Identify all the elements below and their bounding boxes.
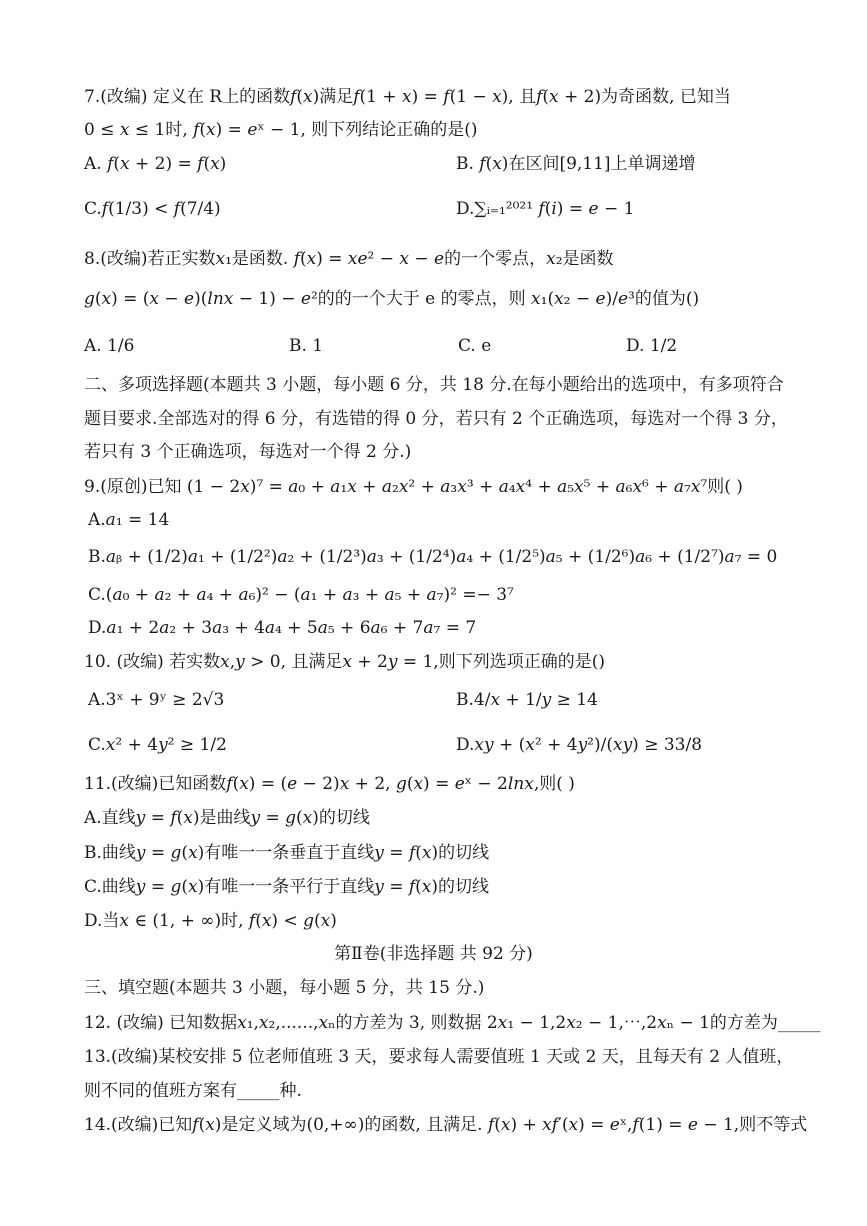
q9-option-c: C.(𝑎₀ + 𝑎₂ + 𝑎₄ + 𝑎₆)² − (𝑎₁ + 𝑎₃ + 𝑎₅ + 𝑎₇)² =− 3⁷ — [88, 585, 514, 605]
q13-stem-line1: 13.(改编)某校安排 5 位老师值班 3 天，要求每人需要值班 1 天或 2 天，且每天有 2 人值班， — [84, 1047, 794, 1067]
q8-stem-line1: 8.(改编)若正实数𝑥₁是函数. 𝑓(𝑥) = 𝑥𝑒² − 𝑥 − 𝑒的一个零点，𝑥₂是函数 — [84, 249, 614, 269]
q7-option-c: C.𝑓(1/3) < 𝑓(7/4) — [84, 199, 221, 219]
part2-title: 第Ⅱ卷(非选择题 共 92 分) — [334, 944, 533, 964]
section2-heading-line1: 二、多项选择题(本题共 3 小题，每小题 6 分，共 18 分.在每小题给出的选项中，有多项符合 — [84, 375, 784, 395]
section2-heading-line2: 题目要求.全部选对的得 6 分，有选错的得 0 分，若只有 2 个正确选项，每选对一个得 3 分， — [84, 409, 788, 429]
q11-option-c: C.曲线𝑦 = 𝑔(𝑥)有唯一一条平行于直线𝑦 = 𝑓(𝑥)的切线 — [84, 877, 489, 897]
q7-option-d: D.∑ᵢ₌₁²⁰²¹ 𝑓(𝑖) = 𝑒 − 1 — [456, 199, 635, 219]
q11-option-a: A.直线𝑦 = 𝑓(𝑥)是曲线𝑦 = 𝑔(𝑥)的切线 — [84, 808, 370, 828]
q10-option-a: A.3ˣ + 9ʸ ≥ 2√3 — [88, 690, 225, 710]
q8-option-d: D. 1/2 — [626, 336, 678, 356]
q7-stem-line1: 7.(改编) 定义在 R上的函数𝑓(𝑥)满足𝑓(1 + 𝑥) = 𝑓(1 − 𝑥), 且𝑓(𝑥 + 2)为奇函数, 已知当 — [84, 87, 731, 107]
q14-stem: 14.(改编)已知𝑓(𝑥)是定义域为(0,+∞)的函数, 且满足. 𝑓(𝑥) + 𝑥𝑓′(𝑥) = 𝑒ˣ,𝑓(1) = 𝑒 − 1,则不等式 — [84, 1115, 808, 1135]
q7-option-a: A. 𝑓(𝑥 + 2) = 𝑓(𝑥) — [84, 154, 227, 174]
q10-option-d: D.𝑥𝑦 + (𝑥² + 4𝑦²)/(𝑥𝑦) ≥ 33/8 — [456, 735, 703, 755]
section2-heading-line3: 若只有 3 个正确选项，每选对一个得 2 分.) — [84, 442, 412, 462]
q9-option-a: A.𝑎₁ = 14 — [88, 510, 170, 530]
q11-option-d: D.当𝑥 ∈ (1, + ∞)时, 𝑓(𝑥) < 𝑔(𝑥) — [84, 911, 337, 931]
q8-option-a: A. 1/6 — [84, 336, 135, 356]
q11-stem: 11.(改编)已知函数𝑓(𝑥) = (𝑒 − 2)𝑥 + 2, 𝑔(𝑥) = 𝑒ˣ − 2𝑙𝑛𝑥,则( ) — [84, 774, 575, 794]
q8-option-b: B. 1 — [289, 336, 324, 356]
q13-stem-line2: 则不同的值班方案有_____种. — [84, 1081, 302, 1101]
q9-option-b: B.𝑎ᵦ + (1/2)𝑎₁ + (1/2²)𝑎₂ + (1/2³)𝑎₃ + (1/2⁴)𝑎₄ + (1/2⁵)𝑎₅ + (1/2⁶)𝑎₆ + (1/2⁷)𝑎₇ = 0 — [88, 547, 778, 567]
q10-option-c: C.𝑥² + 4𝑦² ≥ 1/2 — [88, 735, 227, 755]
q7-option-b: B. 𝑓(𝑥)在区间[9,11]上单调递增 — [456, 154, 696, 174]
q11-option-b: B.曲线𝑦 = 𝑔(𝑥)有唯一一条垂直于直线𝑦 = 𝑓(𝑥)的切线 — [84, 843, 490, 863]
q10-stem: 10. (改编) 若实数𝑥,𝑦 > 0, 且满足𝑥 + 2𝑦 = 1,则下列选项正确的是() — [84, 652, 605, 672]
q9-stem: 9.(原创)已知 (1 − 2𝑥)⁷ = 𝑎₀ + 𝑎₁𝑥 + 𝑎₂𝑥² + 𝑎₃𝑥³ + 𝑎₄𝑥⁴ + 𝑎₅𝑥⁵ + 𝑎₆𝑥⁶ + 𝑎₇𝑥⁷则( ) — [84, 477, 743, 497]
q12-stem: 12. (改编) 已知数据𝑥₁,𝑥₂,......,𝑥ₙ的方差为 3, 则数据 2𝑥₁ − 1,2𝑥₂ − 1,⋯,2𝑥ₙ − 1的方差为_____ — [84, 1013, 821, 1033]
q8-stem-line2: 𝑔(𝑥) = (𝑥 − 𝑒)(𝑙𝑛𝑥 − 1) − 𝑒²的的一个大于 e 的零点，则 𝑥₁(𝑥₂ − 𝑒)/𝑒³的值为() — [84, 289, 700, 309]
q8-option-c: C. e — [458, 336, 492, 356]
q10-option-b: B.4/𝑥 + 1/𝑦 ≥ 14 — [456, 690, 598, 710]
section3-heading: 三、填空题(本题共 3 小题，每小题 5 分，共 15 分.) — [84, 978, 485, 998]
q7-stem-line2: 0 ≤ 𝑥 ≤ 1时, 𝑓(𝑥) = 𝑒ˣ − 1, 则下列结论正确的是() — [84, 120, 478, 140]
q9-option-d: D.𝑎₁ + 2𝑎₂ + 3𝑎₃ + 4𝑎₄ + 5𝑎₅ + 6𝑎₆ + 7𝑎₇ = 7 — [88, 618, 477, 638]
